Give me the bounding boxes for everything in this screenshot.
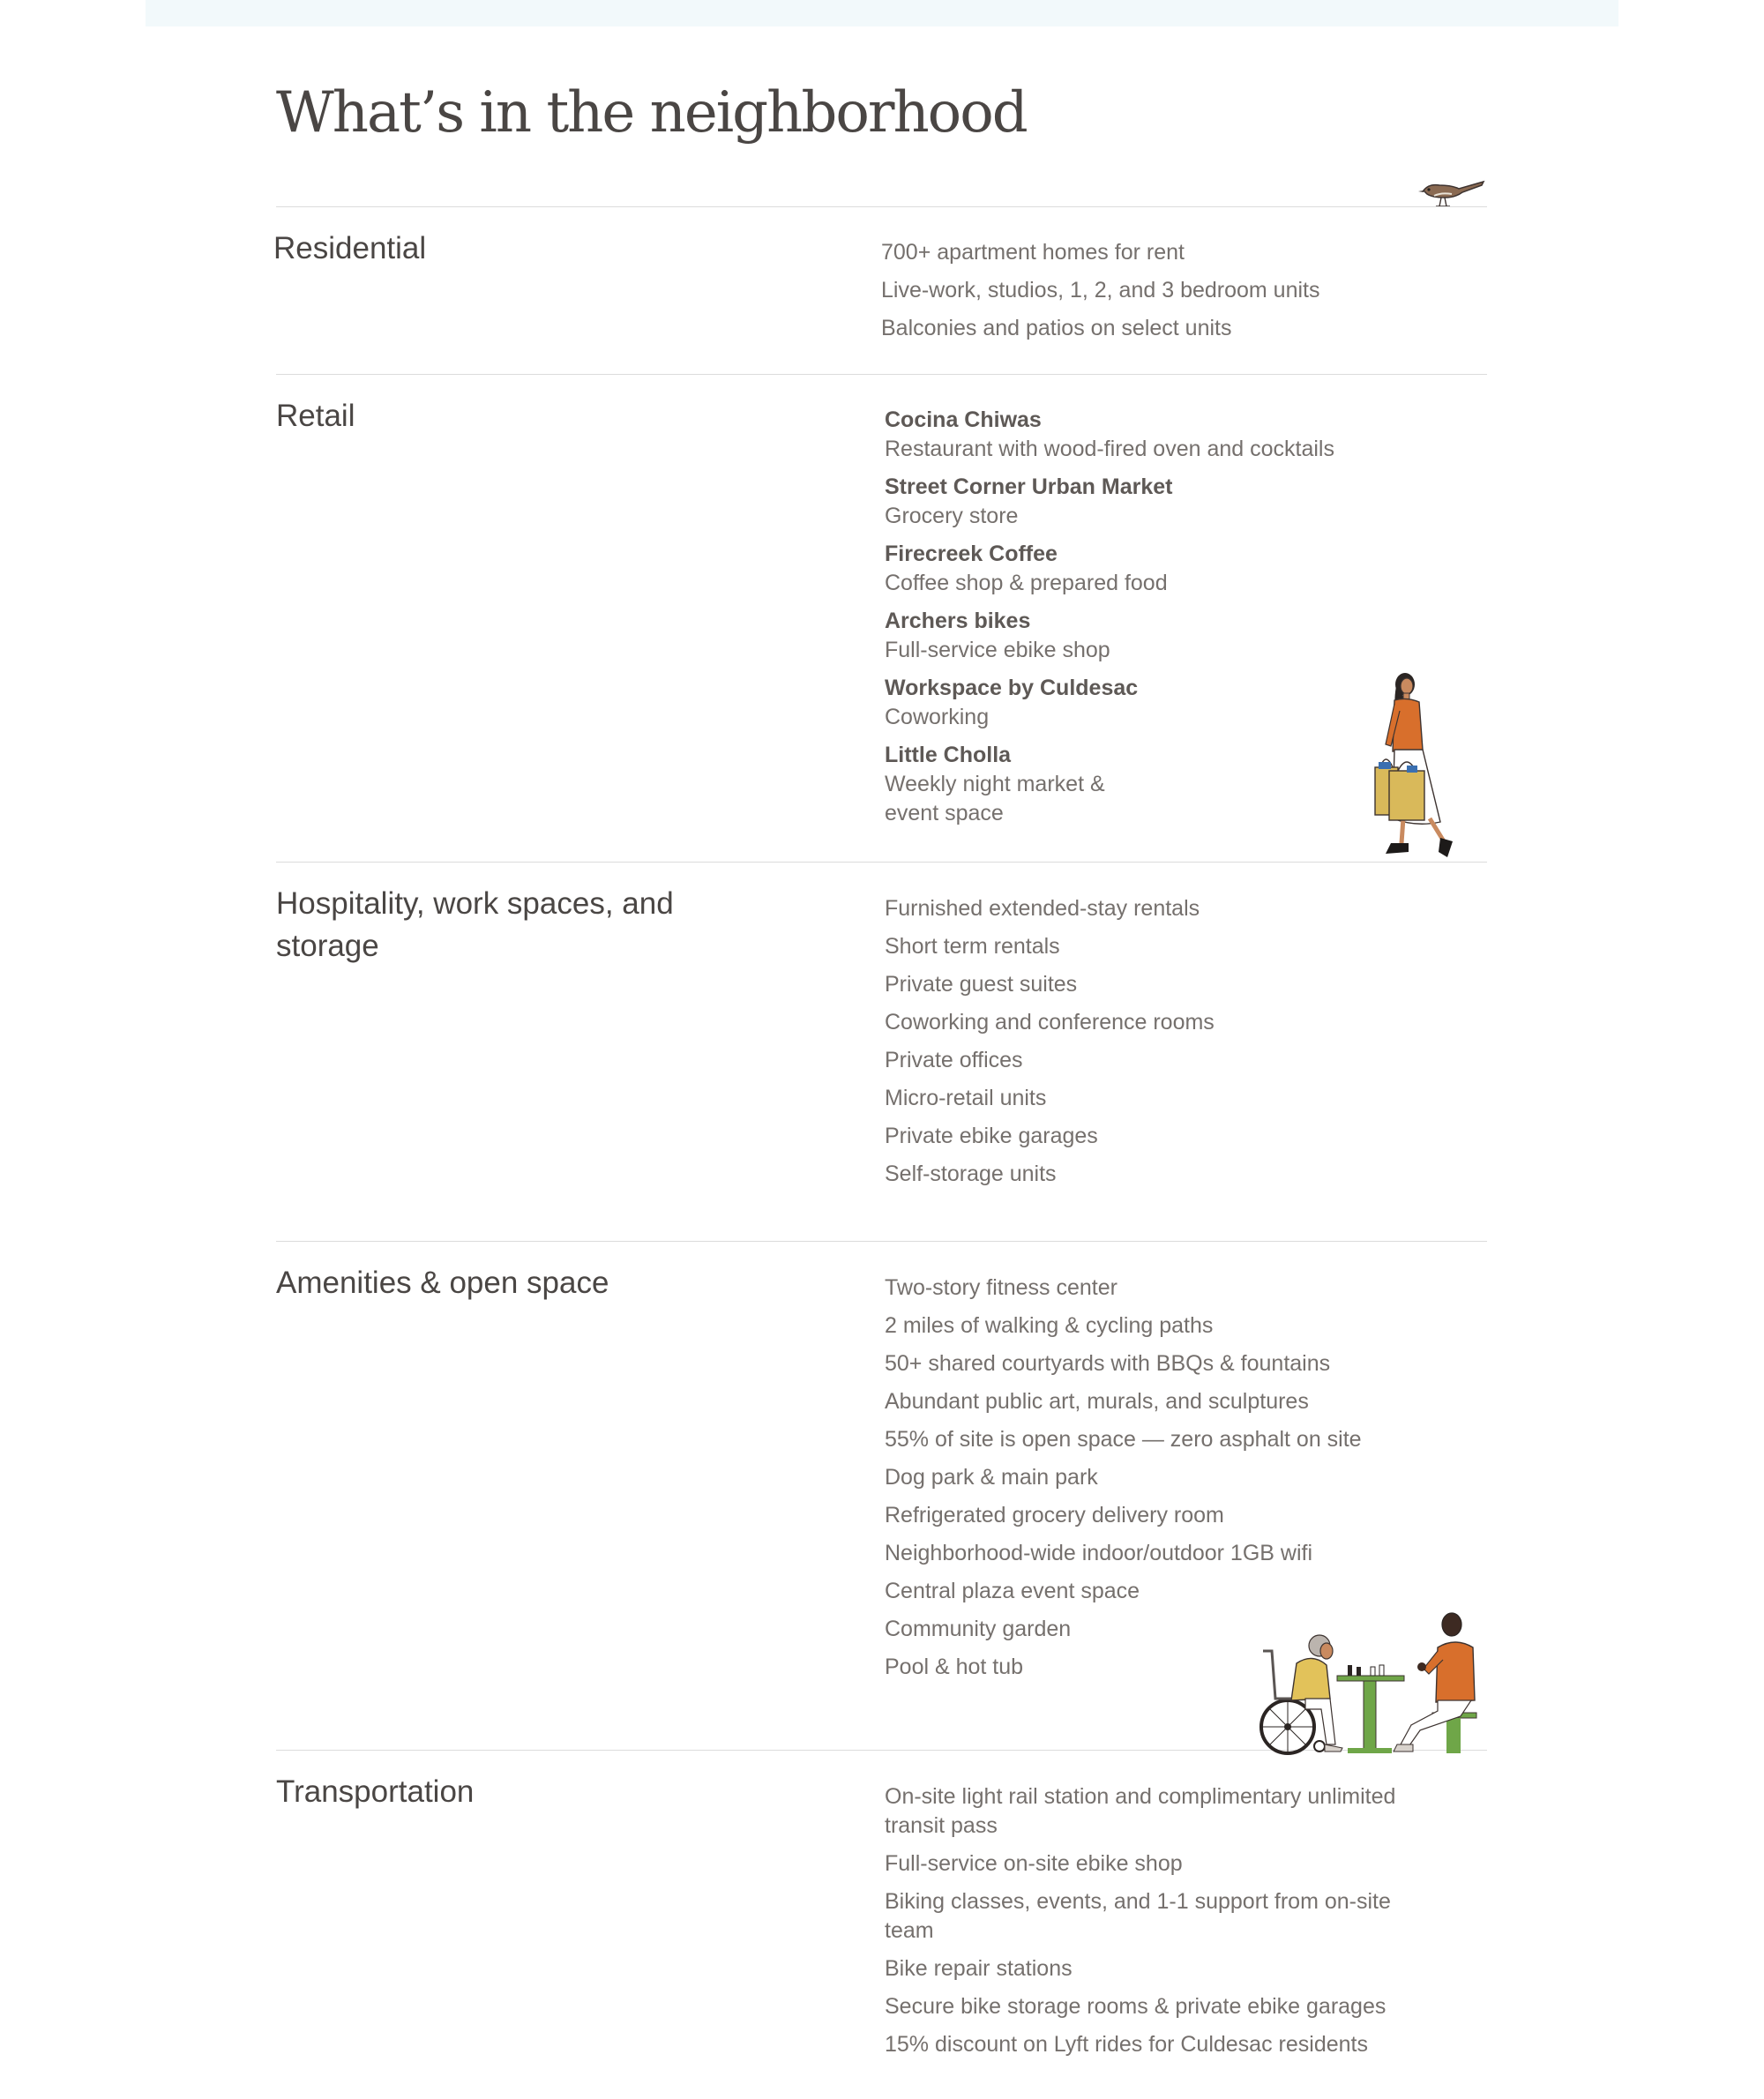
divider	[276, 1241, 1487, 1242]
retail-item	[885, 540, 1414, 598]
section-title-retail: Retail	[276, 399, 355, 433]
list-item: Pool & hot tub	[885, 1655, 1024, 1679]
list-item: Bike repair stations	[885, 1956, 1073, 1981]
list-item: Private ebike garages	[885, 1124, 1098, 1148]
list-item: 50+ shared courtyards with BBQs & fountains	[885, 1351, 1331, 1376]
list-item: 55% of site is open space — zero asphalt on site	[885, 1427, 1362, 1452]
retail-item-name: Street Corner Urban Market	[885, 474, 1173, 499]
list-item: Live-work, studios, 1, 2, and 3 bedroom units	[881, 278, 1320, 303]
list-item: Private guest suites	[885, 972, 1078, 997]
retail-item-desc: Restaurant with wood-fired oven and cocktails	[885, 437, 1334, 461]
bird-icon	[1416, 175, 1487, 210]
list-item: Balconies and patios on select units	[881, 316, 1232, 340]
list-item: Furnished extended-stay rentals	[885, 896, 1200, 921]
list-item: Abundant public art, murals, and sculptures	[885, 1389, 1309, 1414]
retail-item-name: Firecreek Coffee	[885, 542, 1058, 566]
page-title: What’s in the neighborhood	[276, 80, 1027, 146]
list-item: 2 miles of walking & cycling paths	[885, 1313, 1214, 1338]
retail-item	[885, 406, 1414, 464]
retail-list	[885, 406, 1414, 837]
retail-item	[885, 473, 1414, 531]
section-title-amenities: Amenities & open space	[276, 1266, 609, 1300]
list-item: 15% discount on Lyft rides for Culdesac residents	[885, 2032, 1368, 2057]
woman-with-shopping-bags-illustration	[1363, 670, 1473, 864]
transportation-list	[885, 1782, 1431, 2068]
retail-item-desc: Coffee shop & prepared food	[885, 571, 1168, 595]
residential-list	[881, 238, 1481, 352]
list-item: Refrigerated grocery delivery room	[885, 1503, 1224, 1528]
list-item: Coworking and conference rooms	[885, 1010, 1215, 1035]
divider	[276, 862, 1487, 863]
retail-item	[885, 607, 1414, 665]
list-item: Micro-retail units	[885, 1086, 1047, 1110]
retail-item-name: Little Cholla	[885, 743, 1012, 767]
list-item: Biking classes, events, and 1-1 support from on-site team	[885, 1889, 1391, 1943]
list-item: On-site light rail station and complimentary unlimited transit pass	[885, 1784, 1396, 1838]
retail-item-name: Cocina Chiwas	[885, 407, 1042, 432]
list-item: Dog park & main park	[885, 1465, 1098, 1490]
list-item: Full-service on-site ebike shop	[885, 1851, 1183, 1876]
hospitality-list	[885, 894, 1484, 1198]
divider	[276, 206, 1487, 207]
retail-item	[885, 741, 1414, 828]
section-title-residential: Residential	[273, 231, 427, 265]
retail-item	[885, 674, 1414, 732]
retail-item-name: Workspace by Culdesac	[885, 676, 1139, 700]
list-item: Self-storage units	[885, 1162, 1057, 1186]
list-item: Secure bike storage rooms & private ebike garages	[885, 1994, 1387, 2019]
retail-item-name: Archers bikes	[885, 609, 1031, 633]
chess-players-illustration	[1256, 1612, 1489, 1755]
list-item: Two-story fitness center	[885, 1275, 1117, 1300]
list-item: Private offices	[885, 1048, 1023, 1072]
retail-item-desc: Grocery store	[885, 504, 1019, 528]
top-band	[146, 0, 1618, 26]
list-item: Community garden	[885, 1617, 1072, 1641]
divider	[276, 374, 1487, 375]
retail-item-desc: Full-service ebike shop	[885, 638, 1110, 662]
section-title-hospitality: Hospitality, work spaces, and storage	[276, 886, 674, 963]
retail-item-desc: Coworking	[885, 705, 990, 729]
list-item: 700+ apartment homes for rent	[881, 240, 1185, 265]
list-item: Central plaza event space	[885, 1579, 1140, 1603]
list-item: Neighborhood-wide indoor/outdoor 1GB wifi	[885, 1541, 1313, 1565]
list-item: Short term rentals	[885, 934, 1060, 959]
section-title-transportation: Transportation	[276, 1774, 475, 1809]
retail-item-desc: Weekly night market & event space	[885, 772, 1105, 825]
